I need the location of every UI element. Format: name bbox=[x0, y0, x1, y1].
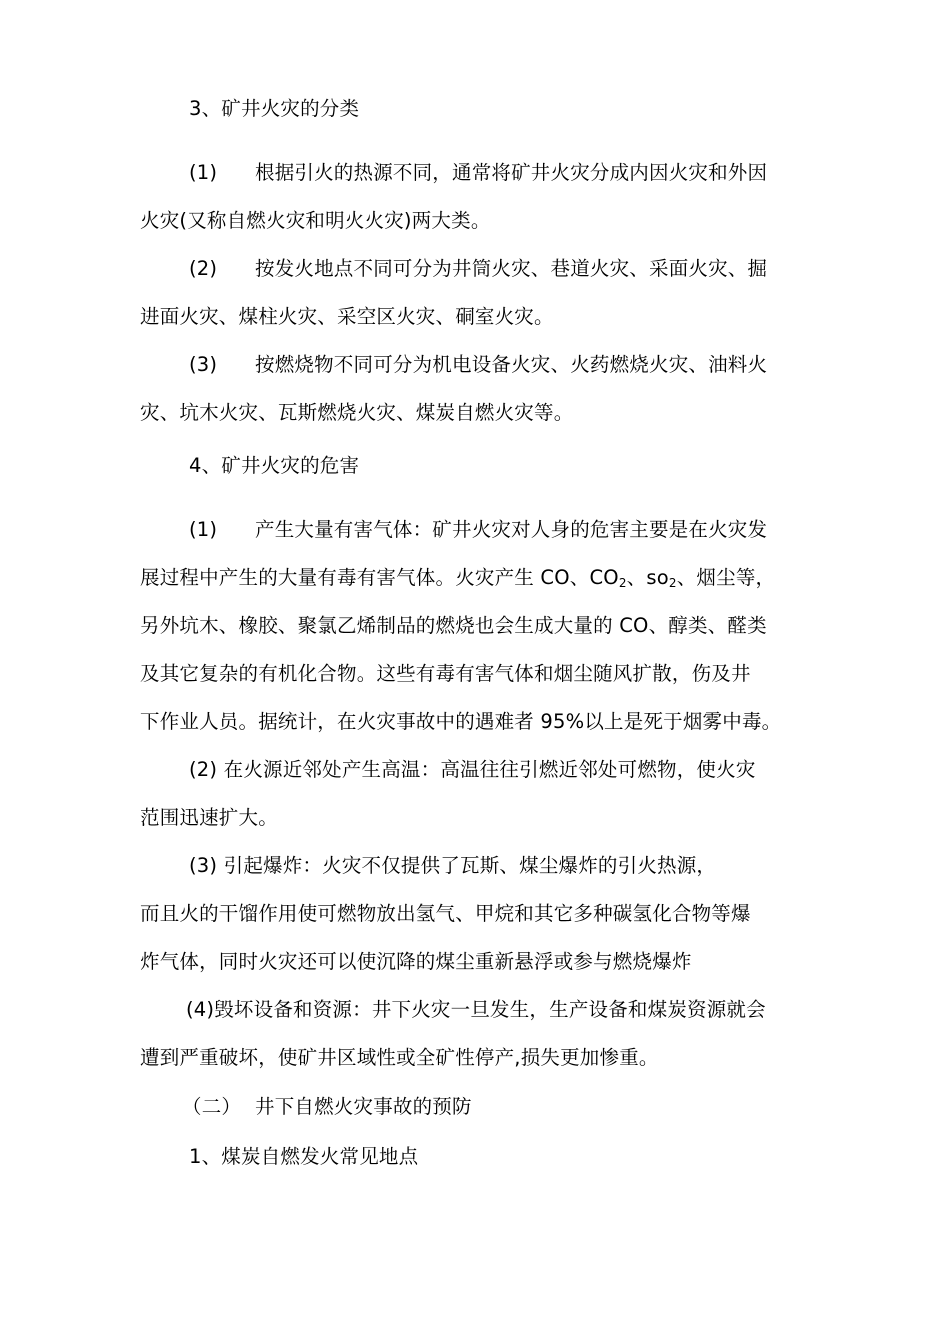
subsection-1-heading: 1、煤炭自燃发火常见地点 bbox=[189, 1145, 419, 1168]
paragraph-2-line-2: 进面火灾、煤柱火灾、采空区火灾、硐室火灾。 bbox=[140, 305, 554, 328]
hazard-3-line-1: (3) 引起爆炸：火灾不仅提供了瓦斯、煤尘爆炸的引火热源， bbox=[189, 854, 717, 877]
paragraph-1-line-1: 根据引火的热源不同，通常将矿井火灾分成内因火灾和外因 bbox=[255, 161, 768, 184]
paragraph-1-line-2: 火灾(又称自燃火灾和明火火灾)两大类。 bbox=[140, 209, 491, 232]
hazard-1-line-4: 及其它复杂的有机化合物。这些有毒有害气体和烟尘随风扩散，伤及井 bbox=[140, 662, 751, 685]
hazard-2-line-2: 范围迅速扩大。 bbox=[140, 806, 278, 829]
paragraph-2-line-1: 按发火地点不同可分为井筒火灾、巷道火灾、采面火灾、掘 bbox=[255, 257, 768, 280]
hazard-1-line-2-part-c: 、烟尘等， bbox=[676, 566, 776, 589]
hazard-1-line-2-part-b: 、so bbox=[626, 566, 669, 589]
paragraph-3-line-1: 按燃烧物不同可分为机电设备火灾、火药燃烧火灾、油料火 bbox=[255, 353, 768, 376]
paragraph-3-line-2: 灾、坑木火灾、瓦斯燃烧火灾、煤炭自燃火灾等。 bbox=[140, 401, 574, 424]
hazard-1-line-2 bbox=[140, 566, 775, 590]
section-3-heading: 3、矿井火灾的分类 bbox=[189, 97, 360, 120]
section-2-heading: 井下自燃火灾事故的预防 bbox=[255, 1095, 472, 1118]
paragraph-1-number: (1) bbox=[189, 161, 218, 184]
hazard-1-number: (1) bbox=[189, 518, 218, 541]
hazard-3-line-2: 而且火的干馏作用使可燃物放出氢气、甲烷和其它多种碳氢化合物等爆 bbox=[140, 902, 751, 925]
hazard-1-line-3: 另外坑木、橡胶、聚氯乙烯制品的燃烧也会生成大量的 CO、醇类、醛类 bbox=[140, 614, 767, 637]
hazard-3-line-3: 炸气体，同时火灾还可以使沉降的煤尘重新悬浮或参与燃烧爆炸 bbox=[140, 950, 692, 973]
hazard-1-line-5: 下作业人员。据统计，在火灾事故中的遇难者 95%以上是死于烟雾中毒。 bbox=[140, 710, 782, 733]
hazard-1-line-2-part-a: 展过程中产生的大量有毒有害气体。火灾产生 CO、CO bbox=[140, 566, 619, 589]
hazard-4-line-2: 遭到严重破坏，使矿井区域性或全矿性停产,损失更加惨重。 bbox=[140, 1046, 659, 1069]
hazard-2-line-1: (2) 在火源近邻处产生高温：高温往往引燃近邻处可燃物，使火灾 bbox=[189, 758, 756, 781]
hazard-1-line-1: 产生大量有害气体：矿井火灾对人身的危害主要是在火灾发 bbox=[255, 518, 768, 541]
section-4-heading: 4、矿井火灾的危害 bbox=[189, 454, 360, 477]
paragraph-3-number: (3) bbox=[189, 353, 218, 376]
paragraph-2-number: (2) bbox=[189, 257, 218, 280]
so2-subscript: 2 bbox=[668, 576, 677, 590]
hazard-4-line-1: (4)毁坏设备和资源：井下火灾一旦发生，生产设备和煤炭资源就会 bbox=[186, 998, 766, 1021]
co2-subscript: 2 bbox=[618, 576, 627, 590]
section-2-number: （二） bbox=[182, 1095, 242, 1118]
